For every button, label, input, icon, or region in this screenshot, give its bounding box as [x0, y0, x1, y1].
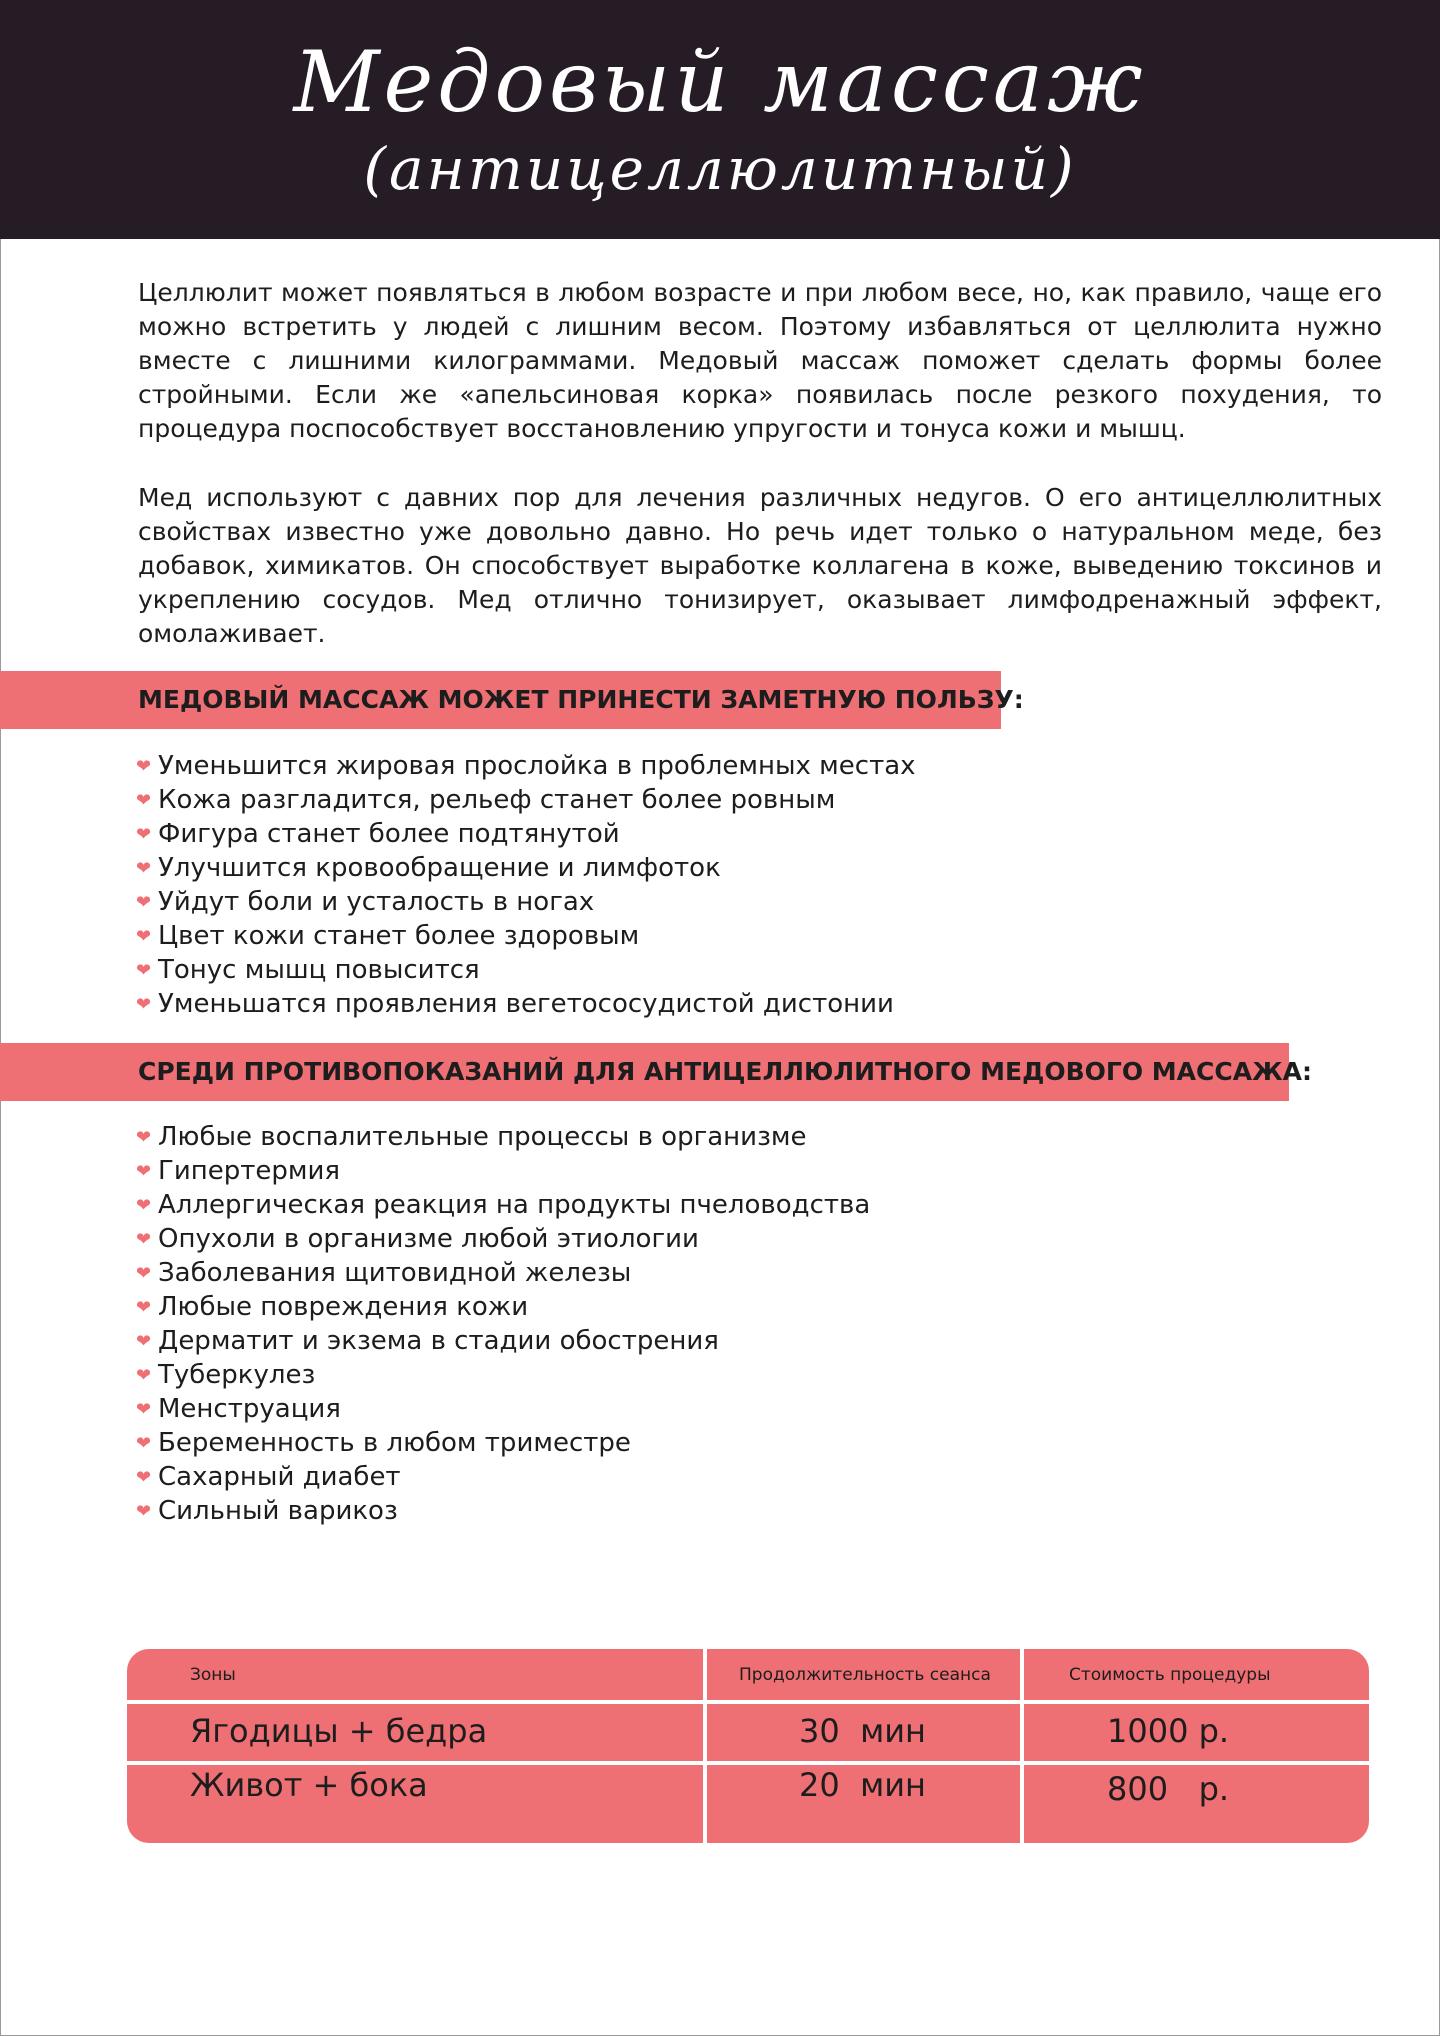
list-item: [136, 987, 916, 1021]
heart-icon: ❤: [136, 960, 152, 981]
list-item-text: Фигура станет более подтянутой: [158, 819, 620, 849]
list-item: [136, 817, 916, 851]
list-item: [136, 1120, 870, 1154]
table-divider: [127, 1761, 1369, 1765]
list-item-text: Кожа разгладится, рельеф станет более ровным: [158, 785, 836, 815]
heart-icon: ❤: [136, 756, 152, 777]
heart-icon: ❤: [136, 1467, 152, 1488]
list-item: [136, 1426, 870, 1460]
heart-icon: ❤: [136, 1433, 152, 1454]
page-header: [0, 0, 1440, 239]
list-item-text: Уйдут боли и усталость в ногах: [158, 887, 595, 917]
list-item: [136, 851, 916, 885]
price-table: [127, 1649, 1369, 1843]
table-divider: [1020, 1649, 1024, 1843]
heart-icon: ❤: [136, 1501, 152, 1522]
list-item-text: Сахарный диабет: [158, 1462, 401, 1492]
page-title: Медовый массаж: [293, 33, 1147, 131]
table-header-duration: Продолжительность сеанса: [739, 1665, 991, 1685]
list-item-text: Цвет кожи станет более здоровым: [158, 921, 640, 951]
list-item: [136, 885, 916, 919]
list-item: [136, 919, 916, 953]
heart-icon: ❤: [136, 1365, 152, 1386]
table-header-price: Стоимость процедуры: [1069, 1665, 1271, 1685]
table-cell-duration: 30 мин: [799, 1712, 926, 1750]
list-item-text: Беременность в любом триместре: [158, 1428, 631, 1458]
table-header-zones: Зоны: [190, 1665, 236, 1685]
list-item-text: Любые повреждения кожи: [158, 1292, 529, 1322]
list-item-text: Опухоли в организме любой этиологии: [158, 1224, 699, 1254]
heart-icon: ❤: [136, 1195, 152, 1216]
heart-icon: ❤: [136, 1229, 152, 1250]
heart-icon: ❤: [136, 1161, 152, 1182]
heart-icon: ❤: [136, 1399, 152, 1420]
page-subtitle: (антицеллюлитный): [363, 135, 1077, 203]
list-item: [136, 749, 916, 783]
list-item: [136, 1188, 870, 1222]
list-item-text: Заболевания щитовидной железы: [158, 1258, 632, 1288]
table-divider: [127, 1700, 1369, 1704]
intro-paragraph-2: Мед используют с давних пор для лечения различных недугов. О его антицеллюлитных свойствах известно уже довольно давно. Но речь идет только о натуральном меде, без добавок, химикатов. Он способствует выработке коллагена в коже, выведению токсинов и укреплению сосудов. Мед отлично тонизирует, оказывает лимфодренажный эффект, омолаживает.: [138, 483, 1382, 648]
list-item: [136, 1460, 870, 1494]
table-cell-price: 1000 р.: [1107, 1712, 1230, 1750]
heart-icon: ❤: [136, 1331, 152, 1352]
contraindications-list: [136, 1120, 870, 1528]
heart-icon: ❤: [136, 892, 152, 913]
list-item-text: Сильный варикоз: [158, 1496, 398, 1526]
list-item-text: Тонус мышц повысится: [158, 955, 480, 985]
heart-icon: ❤: [136, 824, 152, 845]
list-item-text: Туберкулез: [158, 1360, 316, 1390]
table-cell-duration: 20 мин: [799, 1766, 926, 1804]
heart-icon: ❤: [136, 1263, 152, 1284]
benefits-heading: МЕДОВЫЙ МАССАЖ МОЖЕТ ПРИНЕСТИ ЗАМЕТНУЮ ПОЛЬЗУ:: [138, 685, 1024, 714]
list-item: [136, 953, 916, 987]
list-item: [136, 1222, 870, 1256]
intro-paragraph-1: Целлюлит может появляться в любом возрасте и при любом весе, но, как правило, чаще его можно встретить у людей с лишним весом. Поэтому избавляться от целлюлита нужно вместе с лишними килограммами. Медовый массаж поможет сделать формы более стройными. Если же «апельсиновая корка» появилась после резкого похудения, то процедура поспособствует восстановлению упругости и тонуса кожи и мышц.: [138, 278, 1382, 443]
table-cell-zone: Ягодицы + бедра: [190, 1712, 488, 1750]
heart-icon: ❤: [136, 994, 152, 1015]
contraindications-heading: СРЕДИ ПРОТИВОПОКАЗАНИЙ ДЛЯ АНТИЦЕЛЛЮЛИТНОГО МЕДОВОГО МАССАЖА:: [138, 1057, 1313, 1086]
table-cell-zone: Живот + бока: [190, 1766, 428, 1804]
benefits-heading-band: [0, 671, 1024, 729]
list-item-text: Аллергическая реакция на продукты пчеловодства: [158, 1190, 871, 1220]
list-item: [136, 1324, 870, 1358]
list-item: [136, 1154, 870, 1188]
list-item-text: Уменьшатся проявления вегетососудистой дистонии: [158, 989, 894, 1019]
heart-icon: ❤: [136, 858, 152, 879]
list-item: [136, 1358, 870, 1392]
list-item: [136, 1290, 870, 1324]
list-item: [136, 1494, 870, 1528]
list-item-text: Гипертермия: [158, 1156, 341, 1186]
table-divider: [703, 1649, 707, 1843]
heart-icon: ❤: [136, 1297, 152, 1318]
list-item-text: Улучшится кровообращение и лимфоток: [158, 853, 721, 883]
list-item-text: Любые воспалительные процессы в организме: [158, 1122, 807, 1152]
list-item-text: Менструация: [158, 1394, 341, 1424]
table-cell-price: 800 р.: [1107, 1770, 1230, 1808]
heart-icon: ❤: [136, 926, 152, 947]
list-item: [136, 1392, 870, 1426]
benefits-list: [136, 749, 916, 1021]
heart-icon: ❤: [136, 790, 152, 811]
list-item: [136, 783, 916, 817]
contraindications-heading-band: [0, 1043, 1313, 1101]
list-item-text: Уменьшится жировая прослойка в проблемных местах: [158, 751, 916, 781]
heart-icon: ❤: [136, 1127, 152, 1148]
list-item-text: Дерматит и экзема в стадии обострения: [158, 1326, 719, 1356]
list-item: [136, 1256, 870, 1290]
